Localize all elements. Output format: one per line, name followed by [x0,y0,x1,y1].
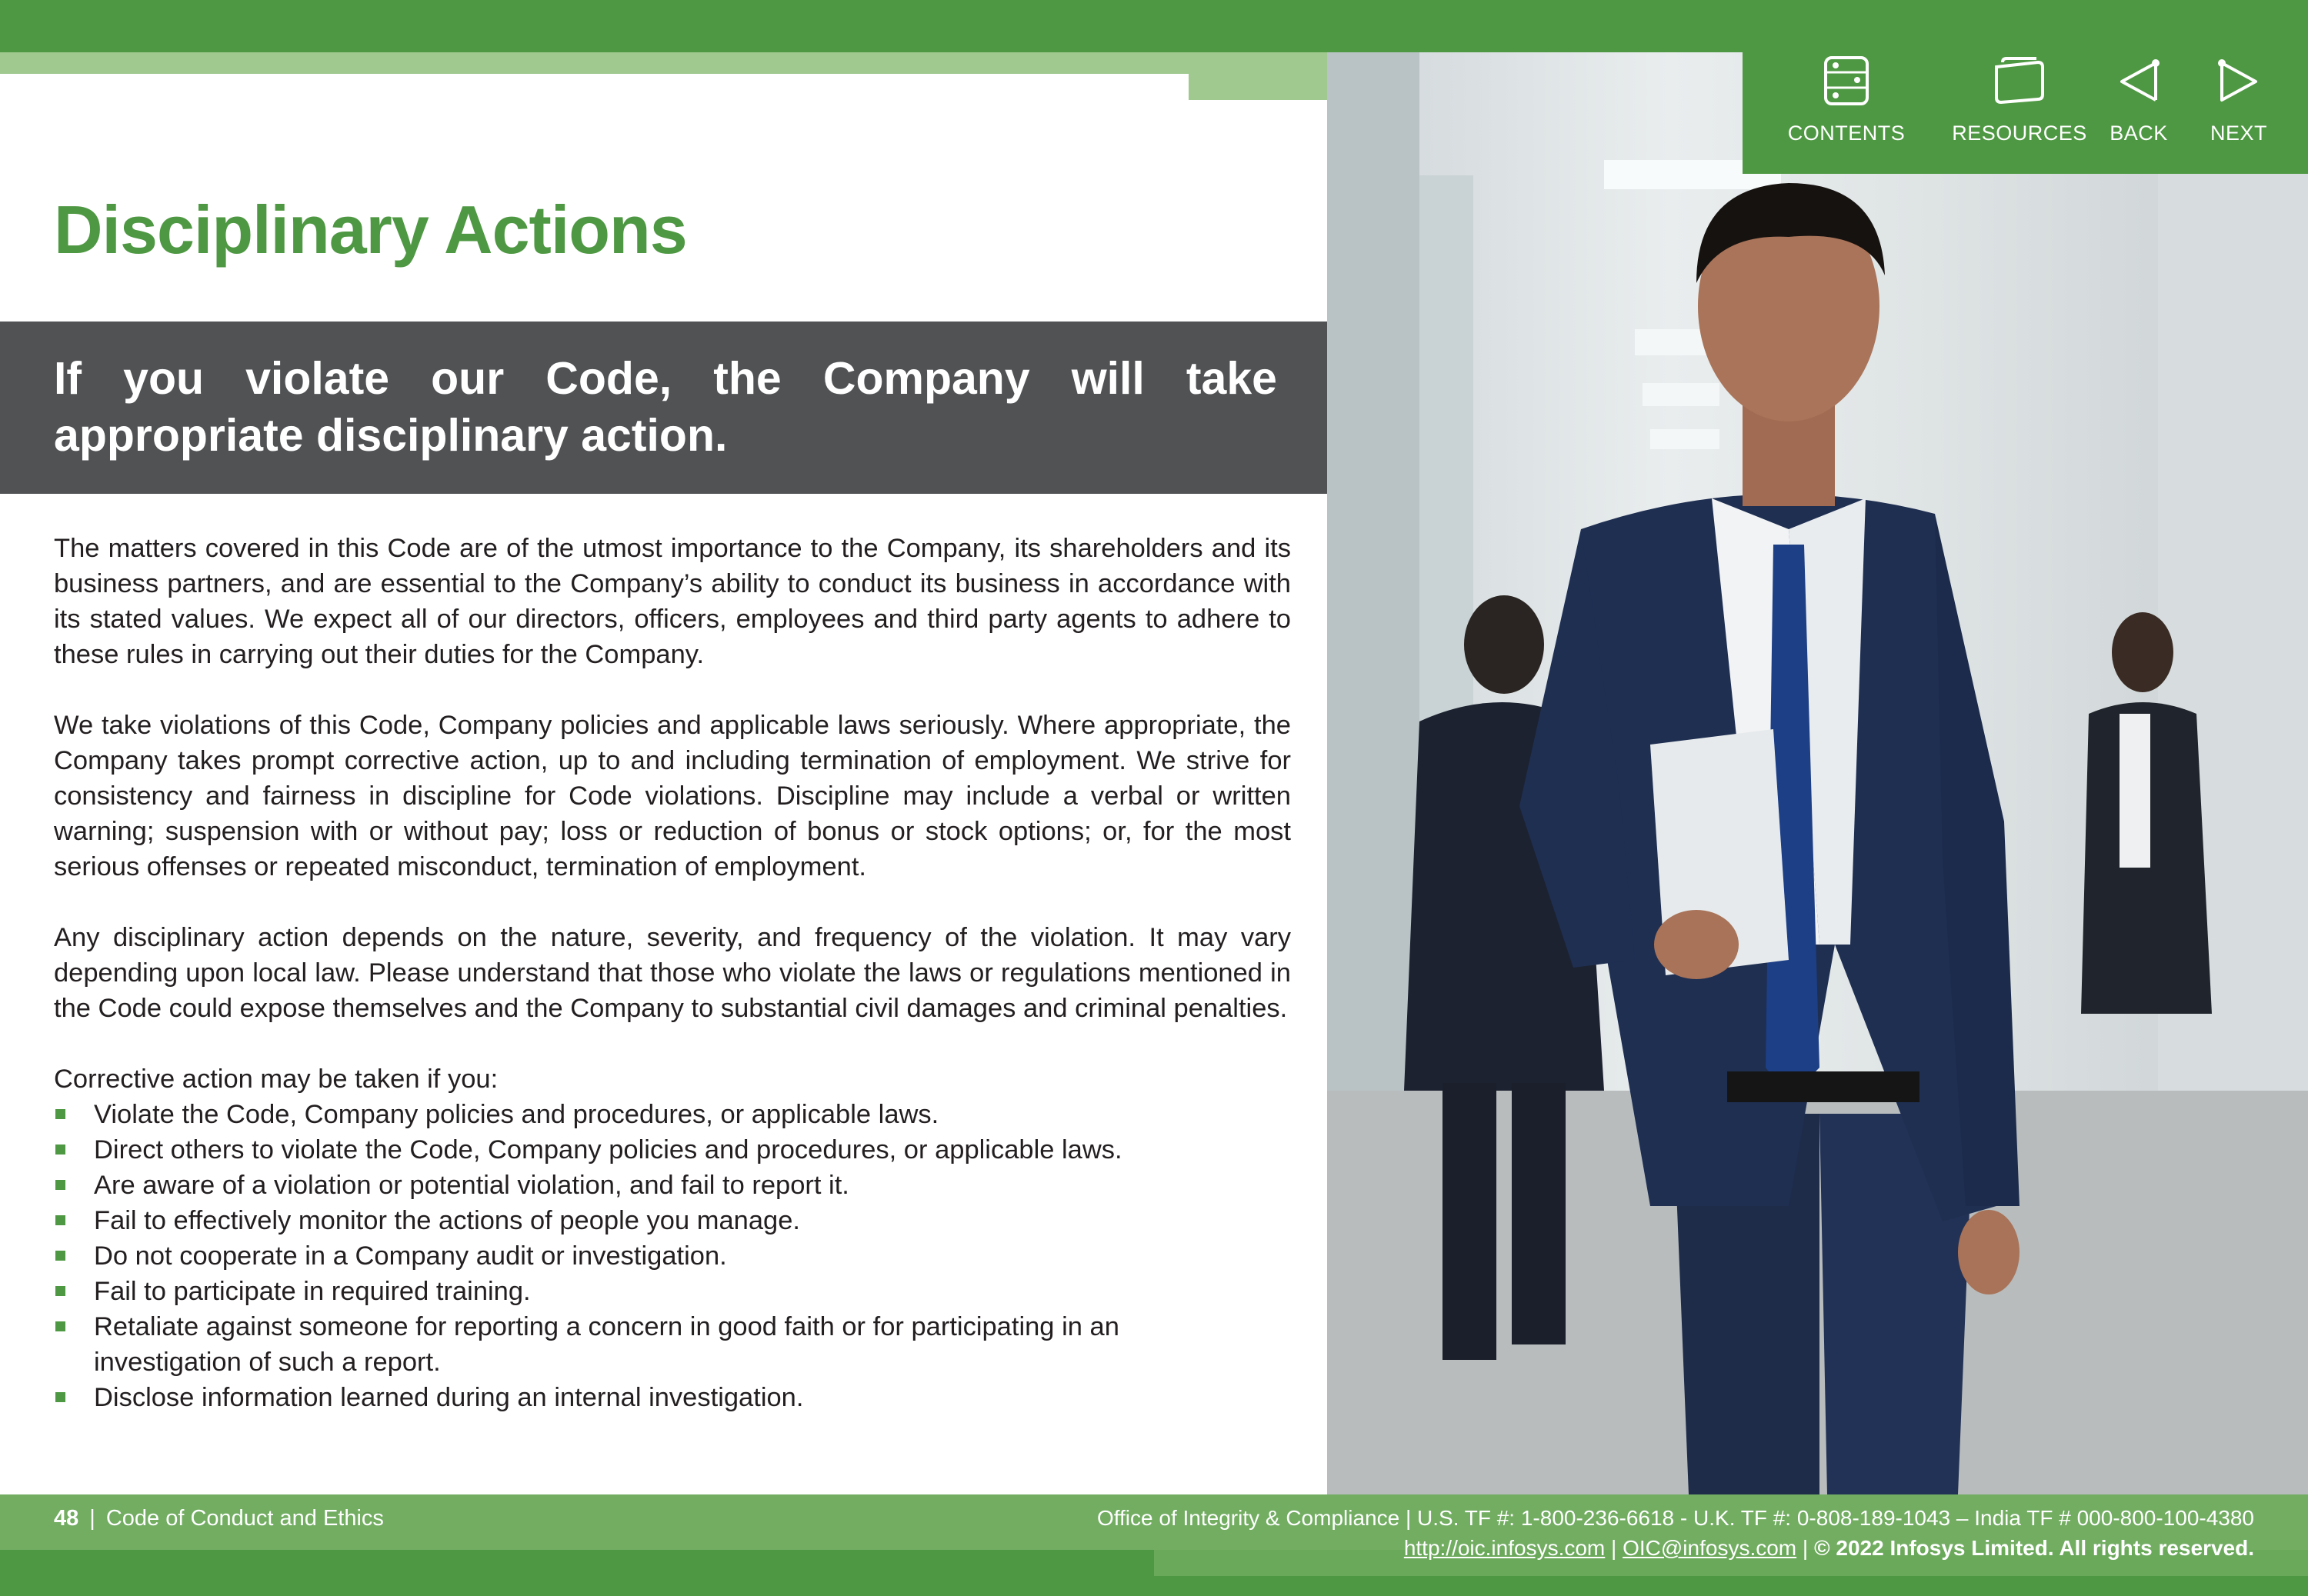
footer-link-separator: | [1605,1536,1623,1560]
paragraph-1: The matters covered in this Code are of the utmost importance to the Company, its shareholders and its business partners, and are essential to the Company’s ability to conduct its business in accordance with its stated values. We expect all of our directors, officers, employees and third party agents to adhere to these rules in carrying out their duties for the Company. [54,534,1291,669]
top-header-bar [0,0,2308,52]
footer-contact-line: Office of Integrity & Compliance | U.S. TF #: 1-800-236-6618 - U.K. TF #: 0-808-189-1043 – India TF # 000-800-100-4380 [1096,1506,2254,1530]
headline-banner-text: If you violate our Code, the Company will take appropriate disciplinary action. [54,353,1277,461]
oic-email-link[interactable]: OIC@infosys.com [1623,1536,1797,1560]
top-navigation [1743,52,2308,174]
next-icon [2216,54,2262,108]
nav-resources-button[interactable] [1939,52,2100,174]
document-title: Code of Conduct and Ethics [105,1506,384,1531]
page-title: Disciplinary Actions [54,192,687,268]
square-bullet-icon [55,1215,65,1225]
copyright-text: © 2022 Infosys Limited. All rights reserved. [1813,1536,2254,1560]
nav-next-button[interactable] [2181,52,2296,174]
contents-icon [1823,54,1869,108]
nav-contents-button[interactable] [1743,52,1950,174]
list-item-text: Retaliate against someone for reporting a concern in good faith or for participating in an investigation of such a report. [94,1312,1119,1377]
list-item [54,1309,1291,1380]
back-icon [2116,54,2162,108]
hero-photo [1327,52,2308,1494]
list-item [54,1238,1291,1274]
list-item [54,1203,1291,1238]
square-bullet-icon [55,1392,65,1402]
square-bullet-icon [55,1286,65,1296]
nav-contents-label: CONTENTS [1787,122,1906,145]
nav-next-label: NEXT [2210,122,2267,145]
list-intro: Corrective action may be taken if you: [54,1065,499,1094]
list-item-text: Do not cooperate in a Company audit or investigation. [94,1241,727,1271]
nav-back-label: BACK [2110,122,2168,145]
page-number: 48 [54,1506,79,1531]
list-item-text: Fail to participate in required training. [94,1277,531,1306]
list-item [54,1097,1291,1132]
corrective-action-list [54,1097,1291,1415]
footer-page-info [54,1506,384,1531]
list-item [54,1132,1291,1168]
list-item-text: Are aware of a violation or potential violation, and fail to report it. [94,1171,849,1200]
square-bullet-icon [55,1109,65,1119]
square-bullet-icon [55,1321,65,1331]
top-accent-block [1189,52,1327,100]
paragraph-2: We take violations of this Code, Company policies and applicable laws seriously. Where appropriate, the Company takes prompt corrective action, up to and including termination of employment. We strive for consistency and fairness in discipline for Code violations. Discipline may include a verbal or written warning; suspension with or without pay; loss or reduction of bonus or stock options; or, for the most serious offenses or repeated misconduct, termination of employment. [54,711,1291,881]
top-accent-strip [0,52,1189,74]
list-item [54,1380,1291,1415]
list-item-text: Violate the Code, Company policies and procedures, or applicable laws. [94,1100,939,1129]
businessman-photo-illustration [1327,52,2308,1494]
nav-resources-label: RESOURCES [1952,122,2087,145]
nav-back-button[interactable] [2081,52,2196,174]
footer-link-separator: | [1796,1536,1814,1560]
list-item-text: Disclose information learned during an internal investigation. [94,1383,804,1412]
list-item [54,1274,1291,1309]
square-bullet-icon [55,1180,65,1190]
paragraph-3: Any disciplinary action depends on the nature, severity, and frequency of the violation. It may vary depending upon local law. Please understand that those who violate the laws or regulations mentioned in the Code could expose themselves and the Company to substantial civil damages and criminal penalties. [54,923,1291,1023]
square-bullet-icon [55,1251,65,1261]
square-bullet-icon [55,1145,65,1155]
resources-icon [1992,54,2047,108]
main-content [54,531,1291,1415]
list-item-text: Fail to effectively monitor the actions of people you manage. [94,1206,800,1235]
list-item-text: Direct others to violate the Code, Company policies and procedures, or applicable laws. [94,1135,1122,1165]
footer-links [1404,1536,2254,1561]
footer-separator: | [89,1506,95,1531]
list-item [54,1168,1291,1203]
oic-website-link[interactable]: http://oic.infosys.com [1403,1536,1606,1560]
